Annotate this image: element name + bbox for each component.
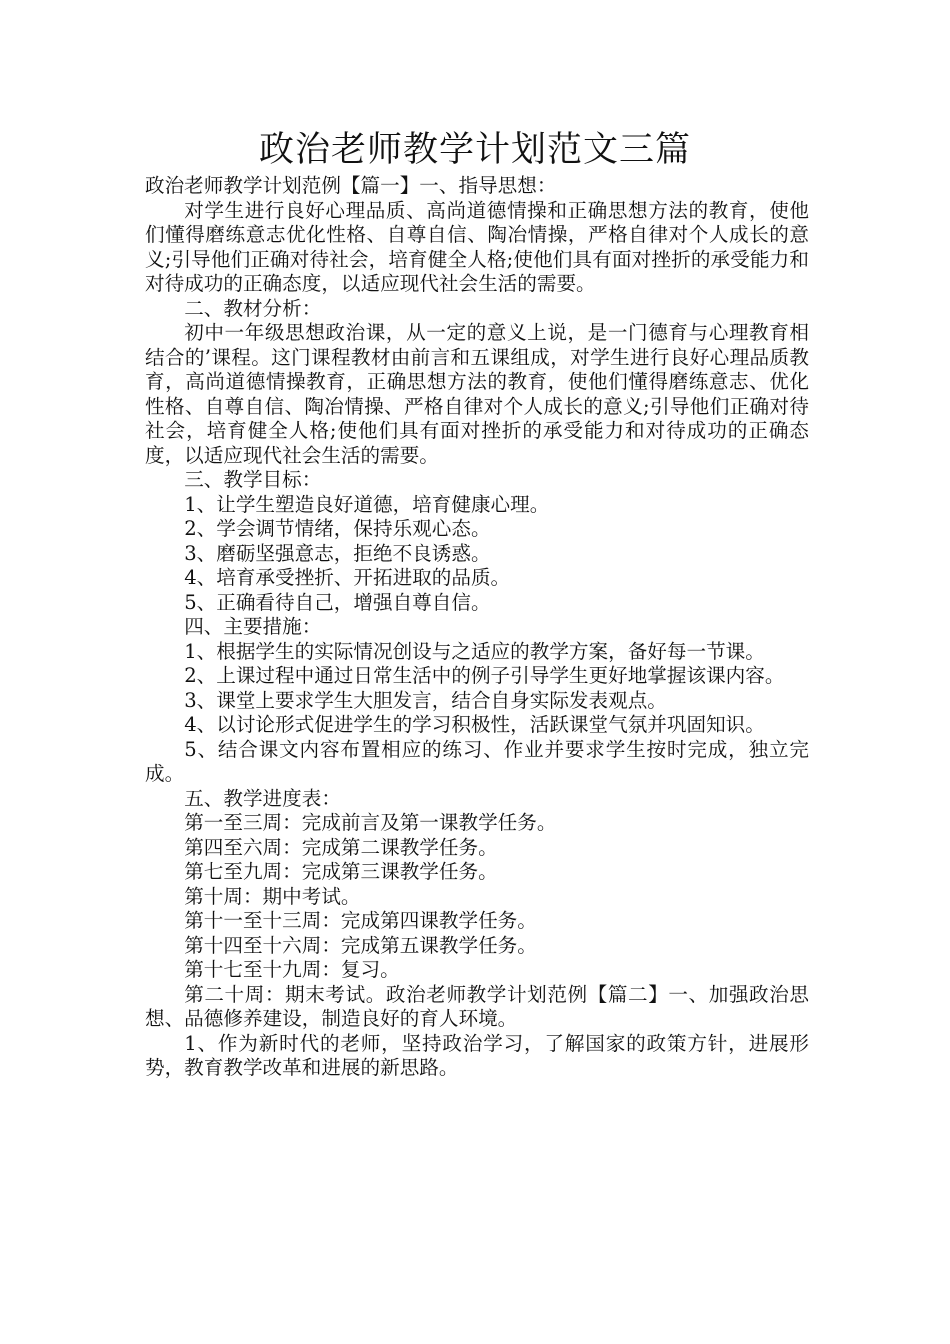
paragraph: 三、教学目标： (184, 468, 322, 491)
paragraph: 5、结合课文内容布置相应的练习、作业并要求学生按时完成，独立完成。 (145, 737, 809, 785)
paragraph: 二、教材分析： (184, 296, 322, 320)
paragraph: 5、正确看待自己，增强自尊自信。 (184, 590, 491, 614)
paragraph: 4、以讨论形式促进学生的学习积极性，活跃课堂气氛并巩固知识。 (184, 713, 765, 736)
paragraph: 4、培育承受挫折、开拓进取的品质。 (184, 566, 511, 589)
paragraph: 对学生进行良好心理品质、高尚道德情操和正确思想方法的教育，使他们懂得磨练意志优化性格、自尊自信、陶冶情操，严格自律对个人成长的意义;引导他们正确对待社会，培育健全人格;使他们具有面对挫折的承受能力和对待成功的正确态度，以适应现代社会生活的需要。 (145, 198, 809, 295)
paragraph: 第十周：期中考试。 (184, 884, 361, 908)
paragraph: 3、磨砺坚强意志，拒绝不良诱惑。 (184, 541, 491, 565)
paragraph: 第七至九周：完成第三课教学任务。 (184, 860, 498, 883)
paragraph: 2、学会调节情绪，保持乐观心态。 (184, 517, 491, 540)
paragraph: 第四至六周：完成第二课教学任务。 (184, 835, 498, 859)
paragraph: 五、教学进度表： (184, 786, 341, 810)
paragraph: 第二十周：期末考试。政治老师教学计划范例【篇二】一、加强政治思想、品德修养建设，制造良好的育人环境。 (145, 982, 809, 1030)
document-body (145, 174, 809, 1081)
paragraph: 3、课堂上要求学生大胆发言，结合自身实际发表观点。 (184, 688, 667, 712)
paragraph: 政治老师教学计划范例【篇一】一、指导思想： (145, 174, 557, 197)
paragraph: 1、让学生塑造良好道德，培育健康心理。 (184, 492, 550, 516)
paragraph: 2、上课过程中通过日常生活中的例子引导学生更好地掌握该课内容。 (184, 664, 785, 687)
paragraph: 1、作为新时代的老师，坚持政治学习，了解国家的政策方针，进展形势，教育教学改革和进展的新思路。 (145, 1031, 809, 1079)
document-title: 政治老师教学计划范文三篇 (258, 130, 691, 170)
paragraph: 初中一年级思想政治课，从一定的意义上说，是一门德育与心理教育相结合的’课程。这门课程教材由前言和五课组成，对学生进行良好心理品质教育，高尚道德情操教育，正确思想方法的教育，使他们懂得磨练意志、优化性格、自尊自信、陶冶情操、严格自律对个人成长的意义;引导他们正确对待社会，培育健全人格;使他们具有面对挫折的承受能力和对待成功的正确态度，以适应现代社会生活的需要。 (145, 321, 809, 467)
paragraph: 第十四至十六周：完成第五课教学任务。 (184, 933, 537, 957)
paragraph: 1、根据学生的实际情况创设与之适应的教学方案，备好每一节课。 (184, 639, 765, 663)
paragraph: 四、主要措施： (184, 615, 322, 638)
paragraph: 第十一至十三周：完成第四课教学任务。 (184, 909, 537, 932)
paragraph: 第十七至十九周：复习。 (184, 958, 400, 981)
paragraph: 第一至三周：完成前言及第一课教学任务。 (184, 811, 557, 834)
